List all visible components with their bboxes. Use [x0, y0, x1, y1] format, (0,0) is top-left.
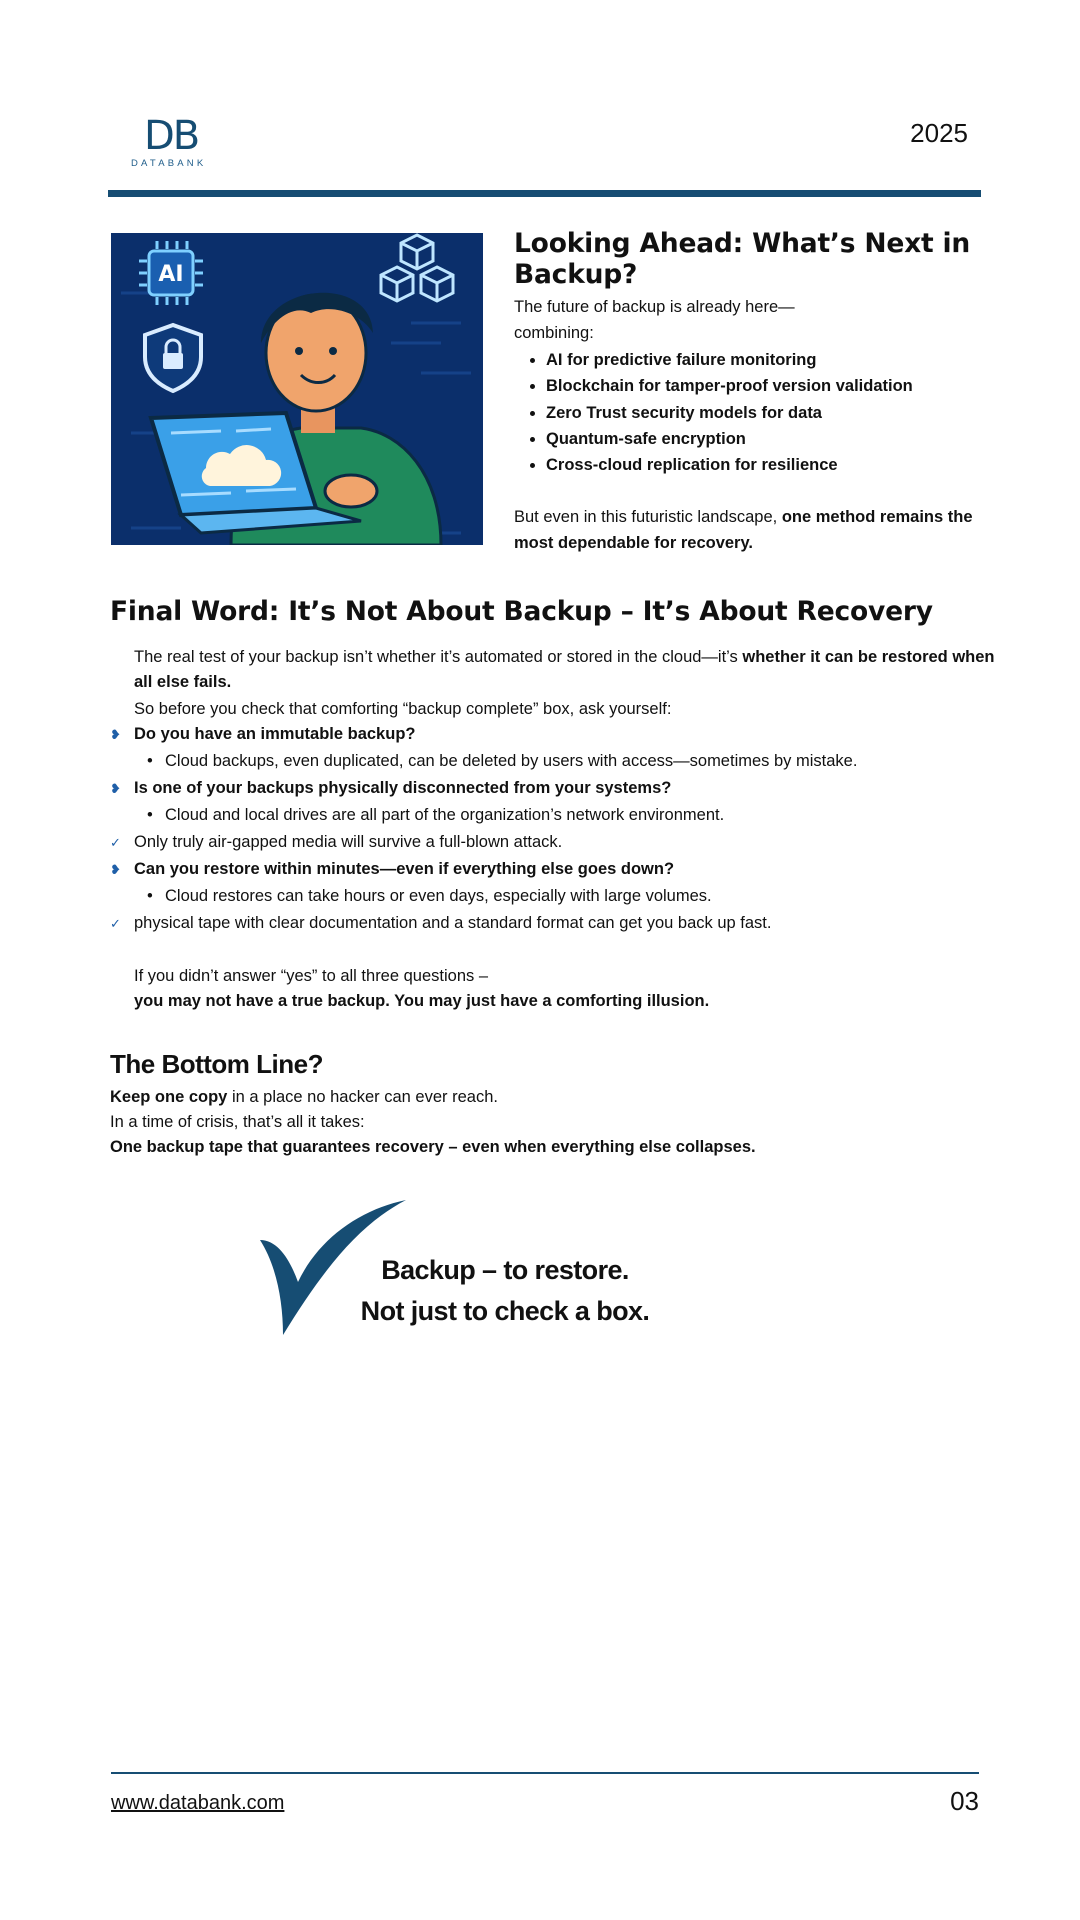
answer-text: Cloud and local drives are all part of the organization’s network environment.: [165, 806, 725, 824]
list-item: • AI for predictive failure monitoring: [546, 347, 1026, 373]
question-1-answer: [147, 749, 857, 774]
logo-mark: DB: [144, 113, 199, 159]
final-word-prompt: So before you check that comforting “backup complete” box, ask yourself:: [134, 700, 672, 718]
question-hearts-icon: ❥: [110, 862, 121, 877]
check-text: physical tape with clear documentation and a standard format can get you back up fast.: [134, 914, 772, 932]
question-2-answer: [147, 803, 724, 828]
question-text: Can you restore within minutes—even if everything else goes down?: [134, 860, 675, 878]
future-tech-list: [520, 347, 1026, 478]
bottom-line-text: in a place no hacker can ever reach.: [227, 1088, 498, 1106]
check-text: Only truly air-gapped media will survive a full-blown attack.: [134, 833, 563, 851]
page-number: 03: [950, 1786, 979, 1816]
list-item: • Zero Trust security models for data: [546, 400, 1026, 426]
bottom-line-title: The Bottom Line?: [110, 1049, 323, 1079]
question-2-check: [110, 830, 562, 855]
question-text: Is one of your backups physically disconnected from your systems?: [134, 779, 672, 797]
question-3-check: [110, 911, 771, 936]
question-2: [110, 776, 671, 801]
bottom-line-1: [110, 1085, 498, 1110]
list-item: • Quantum-safe encryption: [546, 426, 1026, 452]
outro-text: But even in this futuristic landscape,: [514, 508, 782, 526]
question-text: Do you have an immutable backup?: [134, 725, 416, 743]
final-word-paragraph: [134, 645, 996, 695]
svg-text:AI: AI: [158, 262, 184, 287]
question-1: [110, 722, 415, 747]
list-item: • Blockchain for tamper-proof version validation: [546, 373, 1026, 399]
question-hearts-icon: ❥: [110, 781, 121, 796]
answer-text: Cloud restores can take hours or even days, especially with large volumes.: [165, 887, 712, 905]
paragraph-emphasis: whether it can be restored when all else fails.: [134, 648, 995, 691]
looking-ahead-intro: The future of backup is already here—combining:: [514, 298, 795, 342]
checkmark-icon: ✓: [110, 916, 121, 931]
bottom-line-emphasis: Keep one copy: [110, 1088, 228, 1106]
paragraph-text: The real test of your backup isn’t whether it’s automated or stored in the cloud—it’s: [134, 648, 743, 666]
website-link[interactable]: www.databank.com: [111, 1792, 285, 1814]
question-hearts-icon: ❥: [110, 727, 121, 742]
ai-chip-icon: [139, 241, 203, 305]
slogan-line-1: Backup – to restore.: [381, 1255, 629, 1285]
looking-ahead-title: Looking Ahead: What’s Next in Backup?: [514, 228, 971, 290]
conclusion-emphasis: you may not have a true backup. You may just have a comforting illusion.: [134, 992, 710, 1010]
answer-text: Cloud backups, even duplicated, can be deleted by users with access—sometimes by mistake.: [165, 752, 858, 770]
year-label: 2025: [910, 118, 968, 148]
list-item: • Cross-cloud replication for resilience: [546, 452, 1026, 478]
hero-illustration: [111, 233, 483, 545]
slogan: [320, 1250, 690, 1332]
checkmark-icon: ✓: [110, 835, 121, 850]
bottom-line-3: One backup tape that guarantees recovery – even when everything else collapses.: [110, 1138, 756, 1156]
header-divider: [108, 190, 981, 197]
question-3: [110, 857, 674, 882]
logo-text: DATABANK: [131, 158, 207, 169]
blockchain-cubes-icon: [381, 235, 453, 301]
shield-lock-icon: [145, 325, 201, 391]
slogan-line-2: Not just to check a box.: [360, 1296, 650, 1326]
question-3-answer: [147, 884, 712, 909]
final-word-title: Final Word: It’s Not About Backup – It’s About Recovery: [110, 596, 933, 627]
conclusion-line: If you didn’t answer “yes” to all three questions –: [134, 967, 489, 985]
outro-emphasis: one method remains the most dependable for recovery.: [514, 508, 973, 552]
bottom-line-2: In a time of crisis, that’s all it takes:: [110, 1113, 365, 1131]
footer-divider: [111, 1772, 979, 1774]
looking-ahead-outro: [514, 504, 994, 556]
